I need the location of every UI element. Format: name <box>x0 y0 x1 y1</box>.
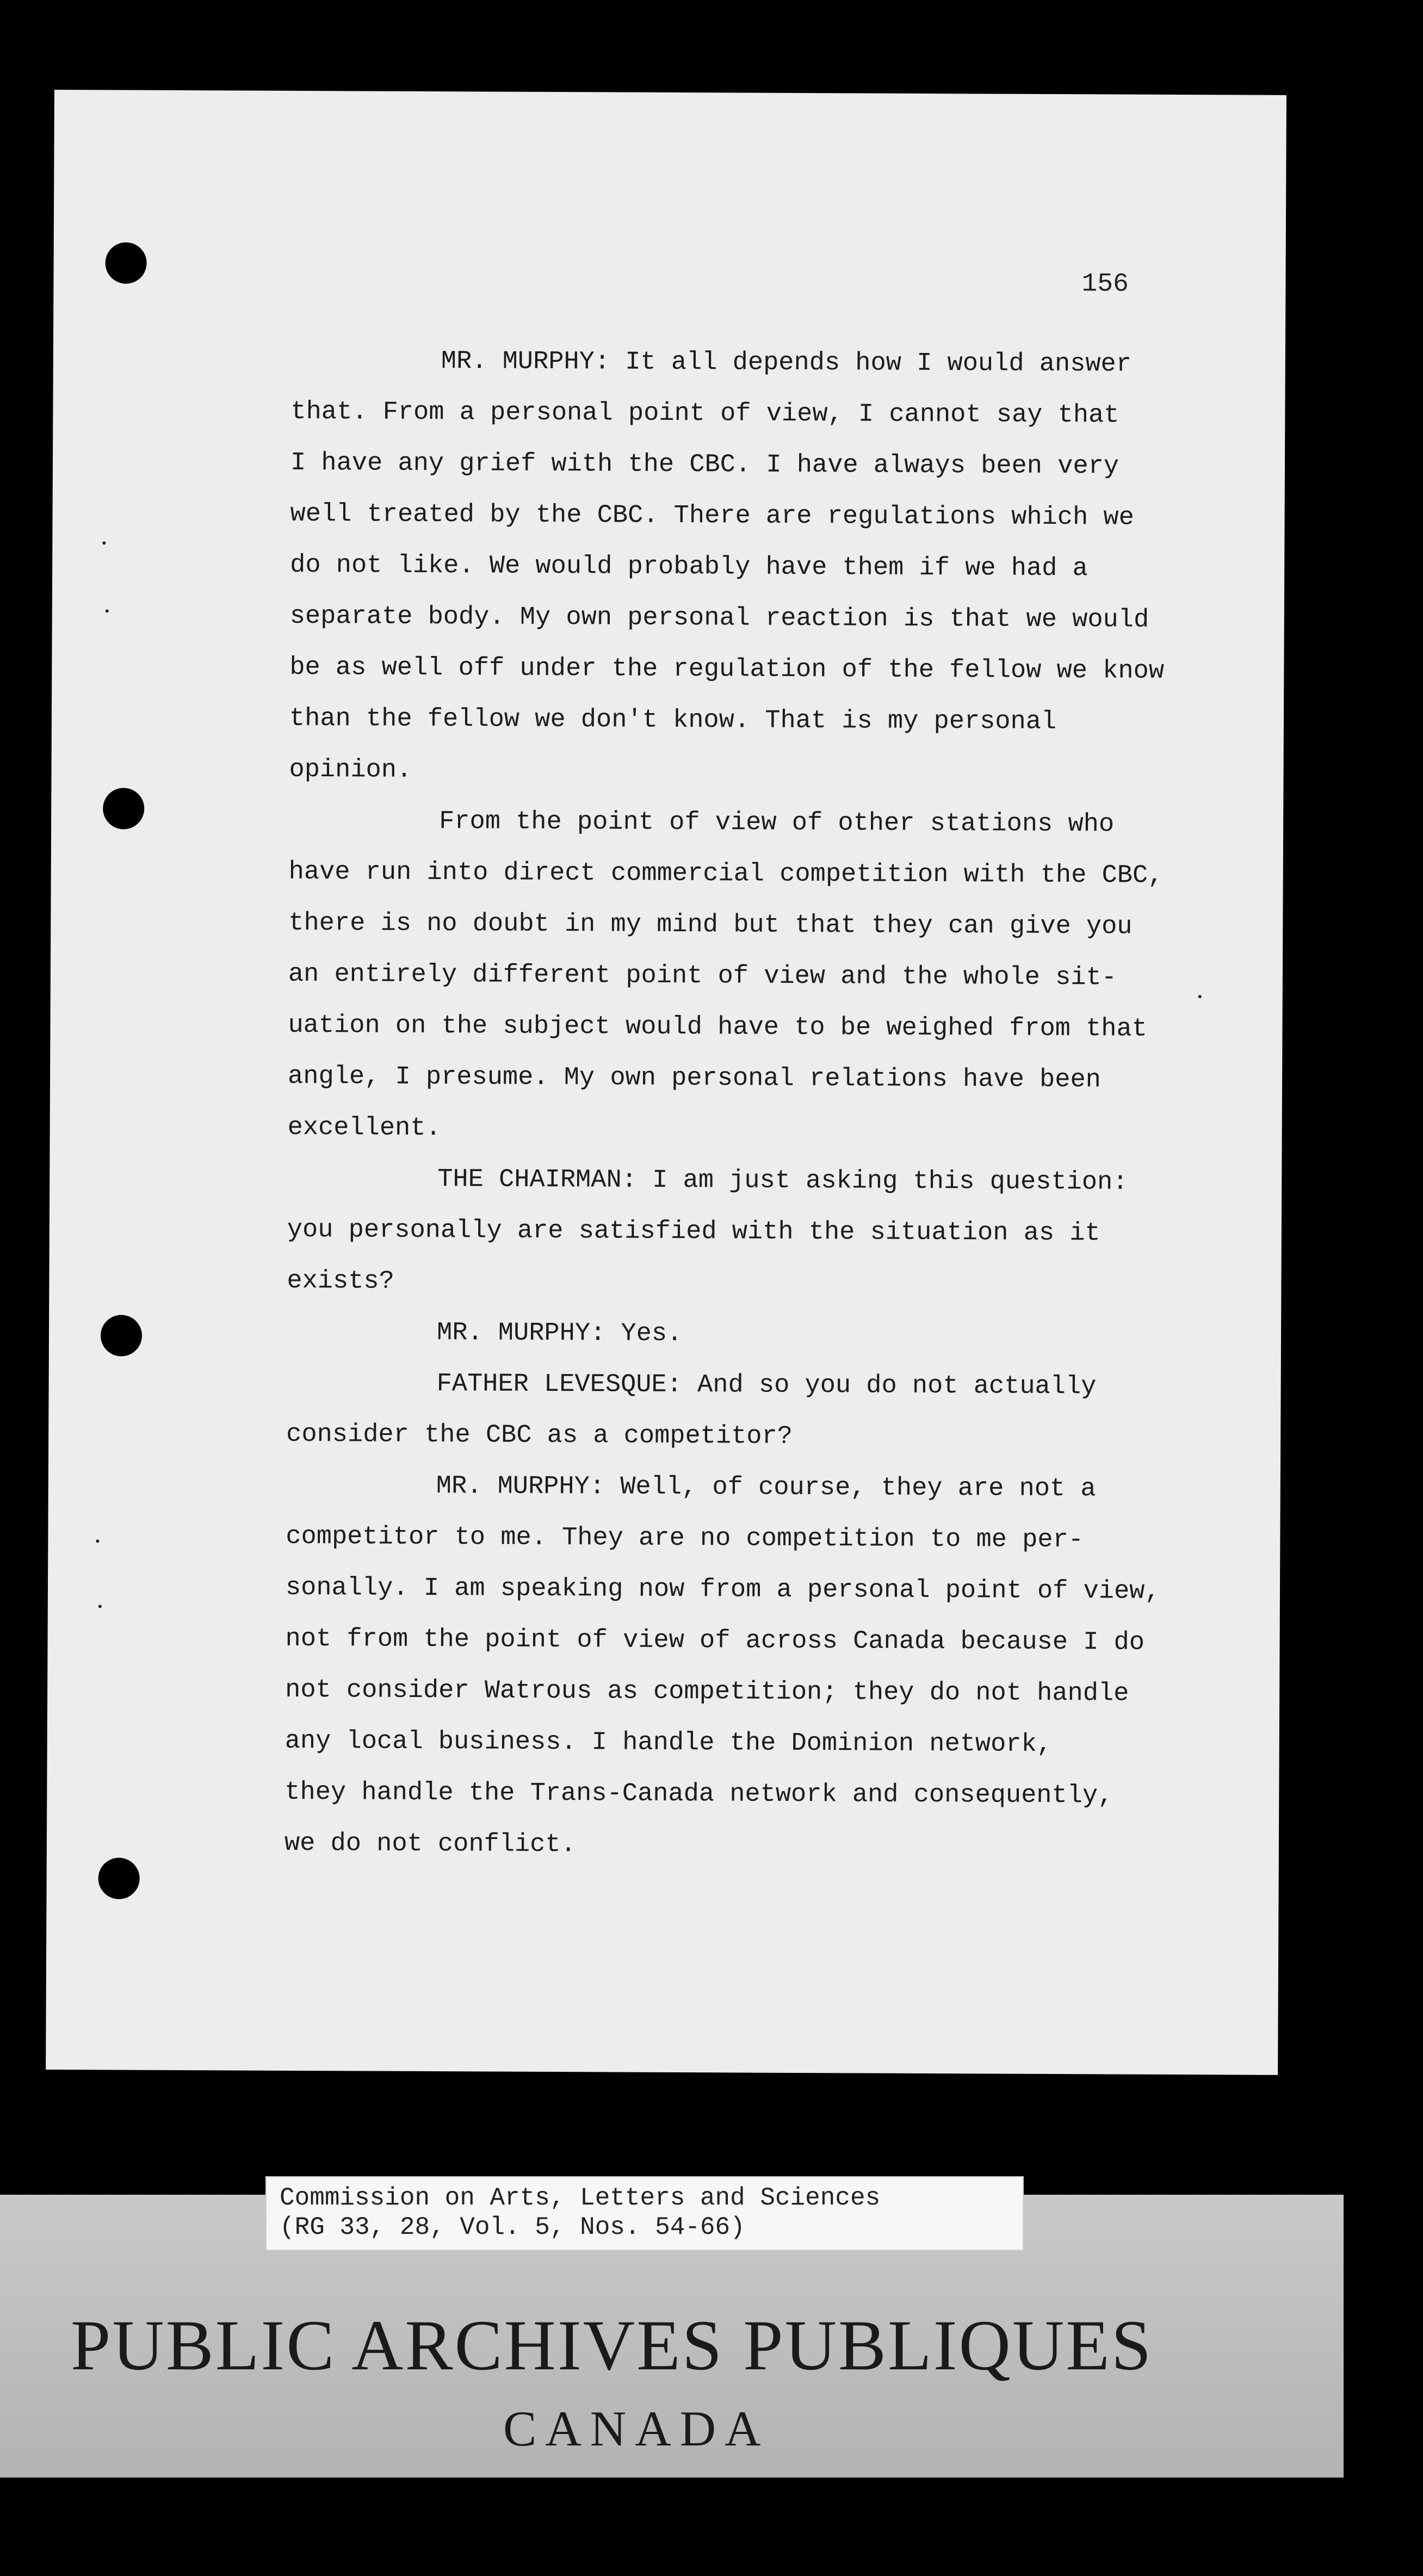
label-line-1: Commission on Arts, Letters and Sciences <box>280 2184 881 2212</box>
text-line: angle, I presume. My own personal relations have been <box>287 1062 1102 1095</box>
text-line: THE CHAIRMAN: I am just asking this question: <box>437 1165 1128 1197</box>
text-line: any local business. I handle the Dominion network, <box>284 1726 1053 1760</box>
text-line: MR. MURPHY: Yes. <box>436 1318 683 1349</box>
text-line: well treated by the CBC. There are regulations which we <box>290 499 1134 532</box>
text-line: sonally. I am speaking now from a personal point of view, <box>285 1573 1160 1606</box>
text-line: exists? <box>287 1266 394 1296</box>
text-line: be as well off under the regulation of the fellow we know <box>289 653 1165 686</box>
text-line: an entirely different point of view and the whole sit- <box>288 959 1117 993</box>
transcript-text <box>284 336 1238 1874</box>
text-line: we do not conflict. <box>284 1829 576 1860</box>
text-line: there is no doubt in my mind but that they can give you <box>288 908 1133 942</box>
document-page <box>46 90 1286 2075</box>
text-line: not consider Watrous as competition; they do not handle <box>285 1675 1129 1708</box>
punch-hole <box>105 242 146 283</box>
text-line: you personally are satisfied with the situation as it <box>287 1215 1100 1248</box>
text-line: that. From a personal point of view, I cannot say that <box>290 397 1119 430</box>
text-line: competitor to me. They are no competition to me per- <box>286 1522 1084 1555</box>
text-line: they handle the Trans-Canada network and consequently, <box>284 1778 1113 1811</box>
text-line: MR. MURPHY: Well, of course, they are not a <box>436 1472 1096 1504</box>
punch-hole <box>101 1315 142 1356</box>
archive-reference-label <box>267 2177 1023 2250</box>
text-line: have run into direct commercial competition with the CBC, <box>288 857 1164 890</box>
text-line: excellent. <box>287 1113 441 1143</box>
archives-title: PUBLIC ARCHIVES PUBLIQUES <box>71 2305 1153 2385</box>
label-line-2: (RG 33, 28, Vol. 5, Nos. 54-66) <box>280 2213 745 2241</box>
paper-speck <box>98 1605 102 1608</box>
text-line: uation on the subject would have to be weighed from that <box>288 1011 1148 1044</box>
page-number: 156 <box>1081 269 1129 299</box>
paper-speck <box>106 609 109 612</box>
punch-hole <box>103 788 144 829</box>
paper-speck <box>102 541 106 544</box>
text-line: opinion. <box>289 755 412 785</box>
text-line: do not like. We would probably have them if we had a <box>290 550 1088 584</box>
paper-speck <box>96 1539 99 1543</box>
punch-hole <box>98 1857 139 1899</box>
text-line: consider the CBC as a competitor? <box>286 1420 793 1451</box>
archives-subtitle: CANADA <box>503 2401 770 2456</box>
text-line: I have any grief with the CBC. I have always been very <box>290 448 1119 481</box>
text-line: separate body. My own personal reaction is that we would <box>289 602 1149 635</box>
text-line: From the point of view of other stations who <box>439 807 1115 839</box>
text-line: than the fellow we don't know. That is my personal <box>289 704 1057 737</box>
text-line: MR. MURPHY: It all depends how I would answer <box>441 347 1132 379</box>
text-line: not from the point of view of across Canada because I do <box>285 1624 1145 1657</box>
text-line: FATHER LEVESQUE: And so you do not actually <box>436 1370 1097 1402</box>
